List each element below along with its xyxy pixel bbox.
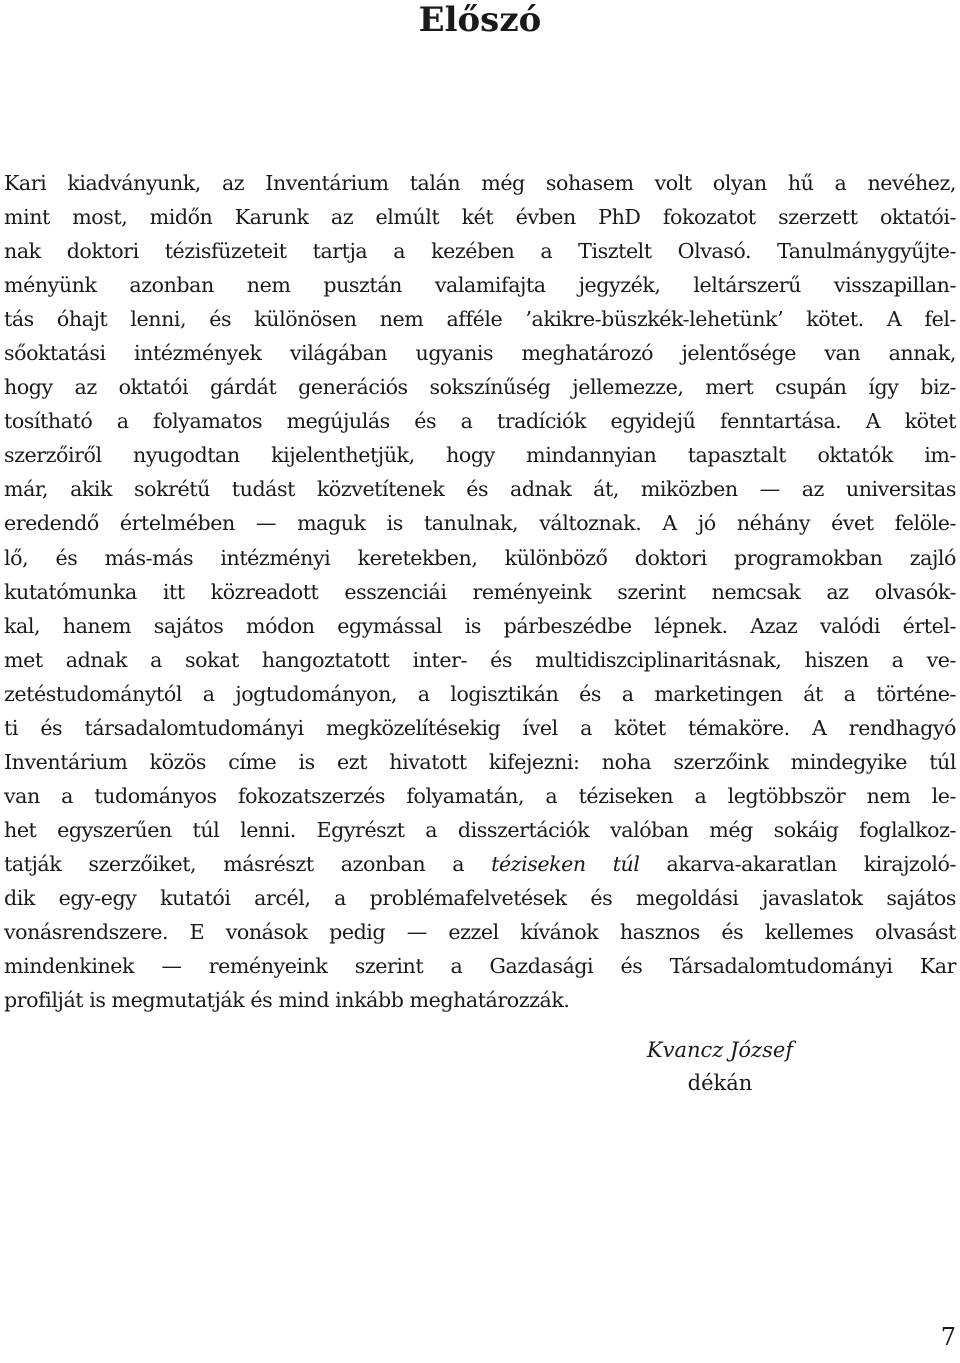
- text-line: kutatómunka itt közreadott esszenciái reményeink szerint nemcsak az olvasók-: [4, 579, 956, 604]
- page-title: Előszó: [418, 0, 542, 40]
- text-line: zetéstudománytól a jogtudományon, a logisztikán és a marketingen át a történe-: [4, 681, 956, 706]
- text-line: ti és társadalomtudományi megközelítésekig ível a kötet témaköre. A rendhagyó: [4, 715, 956, 740]
- text-line-last: profilját is megmutatják és mind inkább meghatározzák.: [4, 988, 570, 1013]
- text-line: lő, és más-más intézményi keretekben, különböző doktori programokban zajló: [4, 545, 956, 570]
- text-line: Kari kiadványunk, az Inventárium talán még sohasem volt olyan hű a nevéhez,: [4, 171, 956, 195]
- text-line: met adnak a sokat hangoztatott inter- és multidiszciplinaritásnak, hiszen a ve-: [4, 647, 956, 672]
- line-segment: akarva-akaratlan kirajzoló-: [639, 851, 956, 876]
- line-segment: tatják szerzőiket, másrészt azonban a: [4, 851, 492, 876]
- signature-block: [560, 1034, 880, 1100]
- text-line: mint most, midőn Karunk az elmúlt két évben PhD fokozatot szerzett oktatói-: [4, 205, 956, 230]
- text-line: van a tudományos fokozatszerzés folyamatán, a téziseken a legtöbbször nem le-: [4, 783, 956, 808]
- preface-body: [4, 166, 956, 1017]
- signature-role: dékán: [687, 1071, 753, 1095]
- text-line: dik egy-egy kutatói arcél, a problémafelvetések és megoldási javaslatok sajátos: [4, 885, 956, 910]
- text-line: mindenkinek — reményeink szerint a Gazdasági és Társadalomtudományi Kar: [4, 954, 956, 979]
- text-line-with-emphasis: [4, 847, 956, 881]
- page-number: 7: [940, 1323, 956, 1351]
- emphasized-phrase: téziseken túl: [491, 851, 640, 876]
- text-line: már, akik sokrétű tudást közvetítenek és adnak át, miközben — az universitas: [4, 477, 956, 502]
- signature-name: Kvancz József: [646, 1038, 794, 1062]
- text-line: kal, hanem sajátos módon egymással is párbeszédbe lépnek. Azaz valódi értel-: [4, 613, 956, 638]
- text-line: tás óhajt lenni, és különösen nem afféle ’akikre-büszkék-lehetünk’ kötet. A fel-: [4, 307, 956, 332]
- text-line: Inventárium közös címe is ezt hivatott kifejezni: noha szerzőink mindegyike túl: [4, 749, 956, 774]
- text-line: vonásrendszere. E vonások pedig — ezzel kívánok hasznos és kellemes olvasást: [4, 920, 956, 945]
- text-line: nak doktori tézisfüzeteit tartja a kezében a Tisztelt Olvasó. Tanulmánygyűjte-: [4, 239, 956, 264]
- text-line: sőoktatási intézmények világában ugyanis meghatározó jelentősége van annak,: [4, 341, 956, 366]
- text-line: het egyszerűen túl lenni. Egyrészt a disszertációk valóban még sokáig foglalkoz-: [4, 817, 956, 842]
- text-line: szerzőiről nyugodtan kijelenthetjük, hogy mindannyian tapasztalt oktatók im-: [4, 443, 956, 468]
- text-line: eredendő értelmében — maguk is tanulnak, változnak. A jó néhány évet felöle-: [4, 511, 956, 536]
- text-line: ményünk azonban nem pusztán valamifajta jegyzék, leltárszerű visszapillan-: [4, 273, 956, 298]
- text-line: hogy az oktatói gárdát generációs sokszínűség jellemezze, mert csupán így biz-: [4, 375, 956, 400]
- text-line: tosítható a folyamatos megújulás és a tradíciók egyidejű fenntartása. A kötet: [4, 409, 956, 434]
